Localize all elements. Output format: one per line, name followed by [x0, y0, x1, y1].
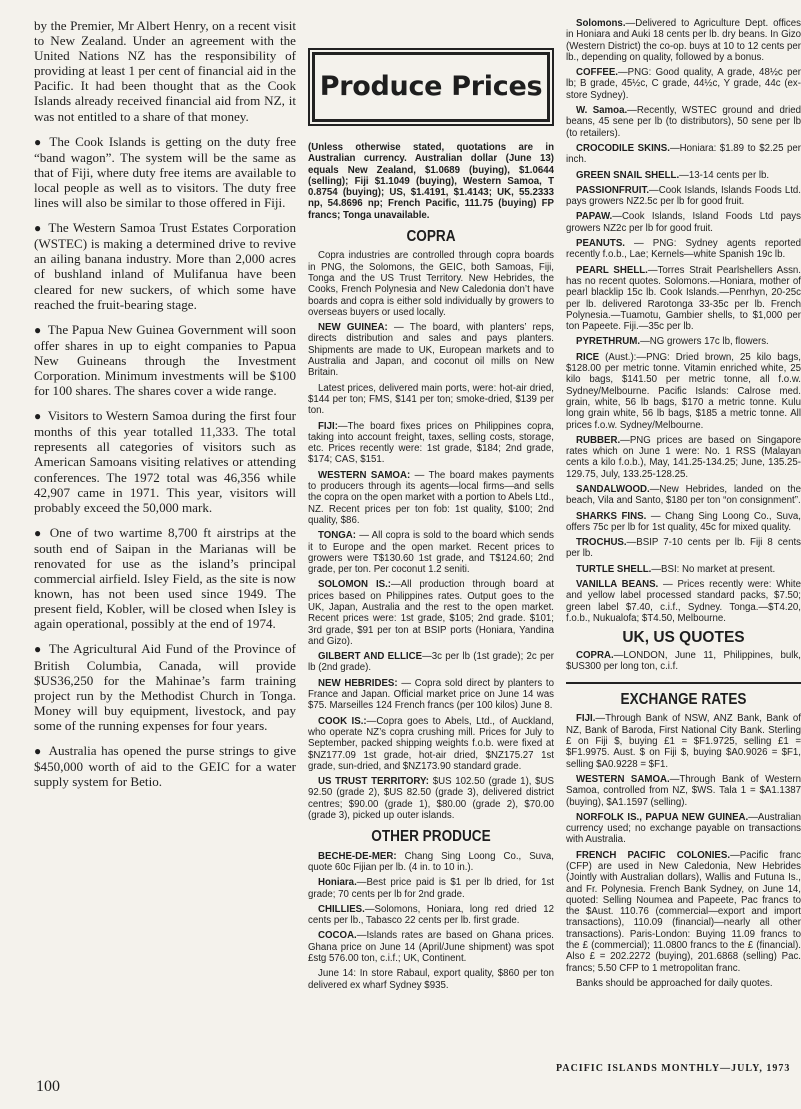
produce-entry-head: TROCHUS. — [576, 537, 627, 549]
copra-entry — [308, 322, 554, 378]
other-produce-entry-head: BECHE-DE-MER: — [318, 850, 397, 862]
exchange-rates-entries — [566, 713, 801, 989]
produce-entry — [566, 579, 801, 624]
exchange-rate-entry-text: —Through Bank of Western Samoa, controlled from NZ, $WS. Tala 1 = $A1.1387 (buying), $A1.1597 (selling). — [566, 773, 801, 808]
produce-entry-head: Solomons. — [576, 18, 626, 29]
produce-entry-text: —BSIP 7-10 cents per lb. Fiji 8 cents per lb. — [566, 537, 801, 560]
copra-entry-text: $US 102.50 (grade 1), $US 92.50 (grade 2), $US 82.50 (grade 3), delivered district centres; $90.00 (grade 1), $80.00 (grade 2), $70.00 (grade 3), picked up outer islands. — [308, 776, 554, 822]
copra-entry — [308, 250, 554, 318]
produce-entry-head: PAPAW. — [576, 211, 613, 223]
copra-entry — [308, 470, 554, 526]
copra-entry — [308, 776, 554, 821]
produce-entries — [566, 18, 801, 624]
news-paragraph — [34, 525, 296, 632]
produce-entry-head: PASSIONFRUIT. — [576, 184, 650, 196]
exchange-rate-entry — [566, 978, 801, 989]
produce-entry-text: —13-14 cents per lb. — [679, 169, 770, 181]
other-produce-entry-head: Honiara. — [318, 877, 357, 889]
copra-entry-head: SOLOMON IS.: — [318, 579, 392, 591]
uk-us-quotes-heading: UK, US QUOTES — [622, 629, 745, 647]
produce-entry-head: PEANUTS. — [576, 238, 625, 250]
produce-entry-head: PEARL SHELL. — [576, 264, 648, 276]
news-paragraph — [34, 134, 296, 210]
produce-entry-text: —PNG: Good quality, A grade, 48½c per lb; B grade, 45½c, C grade, 44½c, Y grade, 44c (ex-store Sydney). — [566, 67, 801, 101]
page-number: 100 — [36, 1078, 60, 1095]
produce-entry-head: CROCODILE SKINS. — [576, 142, 670, 154]
other-produce-entry-text: Chang Sing Loong Co., Suva, quote 60c Fijian per lb. (4 in. to 10 in.). — [308, 850, 554, 873]
exchange-rate-entry-head: NORFOLK IS., PAPUA NEW GUINEA. — [576, 811, 749, 823]
copra-entry-text: —Copra goes to Abels, Ltd., of Auckland, who operate NZ’s copra crushing mill. Prices for July to September, packed shipping weights f.o.b. were fixed at $NZ177.09 1st grade, hot-air dried, $NZ175.27 1st grade, sun-dried, and $NZ173.90 standard grade. — [308, 715, 555, 772]
uk-us-quotes-entries — [566, 650, 801, 673]
exchange-rate-entry-text: —Pacific franc (CFP) are used in New Caledonia, New Hebrides (Jointly with Australian dollars), Wallis and Futuna Is., and Fr. Polynesia. French Bank Sydney, on June 14, quoted: Selling Noumea and Papeete, Pac francs to the $Aust. 110.76 (commercial—export and import transactions), 110.09 (financial)—nearly all other transactions). Paris-London: Buying 11.09 francs to the £ (commercial); 11.0800 francs to the £ (financial). Also £ = 202.2272 (buying), 201.6868 (selling) Pac. francs; 5.50 CFP to 1 metropolitan franc. — [566, 849, 801, 974]
news-column — [34, 18, 296, 797]
produce-entry-text: — Prices recently were: White and yellow label processed standard packs, $7.50; green label $7.40, c.i.f., Sydney. Tonga.—$T4.20, f.o.b., Nukualofa; $T4.50, Melbourne. — [566, 579, 801, 624]
exchange-rate-entry — [566, 774, 801, 808]
produce-entry-text: —PNG prices are based on Singapore rates which on June 1 were: No. 1 RSS (Malayan cents a kilo f.o.b.), May, 141.25-134.25; June, 135.25-129.75, July, 133.25-128.25. — [566, 434, 801, 480]
news-paragraph — [34, 641, 296, 733]
produce-entry — [566, 511, 801, 534]
copra-entry — [308, 579, 554, 647]
other-produce-entry — [308, 904, 554, 927]
produce-entry-text: —Recently, WSTEC ground and dried beans, 45 sene per lb (to distributors), 50 sene per lb (to retailers). — [566, 105, 801, 139]
produce-entry-head: COFFEE. — [576, 67, 618, 79]
produce-entry-text: —Cook Islands, Islands Foods Ltd. pays growers NZ2.5c per lb for good fruit. — [566, 184, 801, 208]
other-produce-entry-text: —Best price paid is $1 per lb dried, for 1st grade; 70 cents per lb for 2nd grade. — [308, 877, 554, 900]
produce-entry-head: RUBBER. — [576, 434, 621, 446]
produce-entry — [566, 484, 801, 507]
produce-entry-head: GREEN SNAIL SHELL. — [576, 169, 680, 181]
copra-entry-head: WESTERN SAMOA: — [318, 469, 411, 481]
bullet-icon: ● — [34, 525, 44, 540]
produce-entry-text: — PNG: Sydney agents reported recently f.o.b., Lae; Kernels—white Spanish 19c lb. — [566, 238, 801, 261]
produce-entry — [566, 18, 801, 63]
news-paragraph-text: The Cook Islands is getting on the duty free “band wagon”. The system will be the same as that of Fiji, where duty free items are available to local people as well as to visitors. The duty free lines will also be similar to those offered in Fiji. — [34, 133, 297, 211]
magazine-footer: PACIFIC ISLANDS MONTHLY—JULY, 1973 — [556, 1063, 791, 1074]
exchange-rate-entry — [566, 713, 801, 769]
produce-entry-head: VANILLA BEANS. — [576, 579, 659, 591]
copra-entry-head: COOK IS.: — [318, 715, 367, 727]
exchange-rate-entry — [566, 850, 801, 974]
copra-entry-text: —All production through board at prices based on Philippines rates. Output goes to the UK, Japan, Australia and the rest to the open market. Recent prices were: 1st grade, $105; 2nd grade. $101; 3rd grade, $91 per ton at BSIP ports (Honiara, Yandina and Gizo). — [308, 579, 554, 647]
news-paragraph — [34, 322, 296, 398]
produce-entry — [566, 211, 801, 234]
other-produce-entry — [308, 851, 554, 874]
copra-entry — [308, 678, 554, 712]
produce-entry-text: —Delivered to Agriculture Dept. offices in Honiara and Auki 18 cents per lb. dry beans. In Gizo (Western District) the co-op. buys at 10 to 12 cents per lb., depending on quality, followed by a bonus. — [566, 18, 801, 63]
produce-entry — [566, 564, 801, 575]
news-paragraph — [34, 743, 296, 789]
produce-prices-column — [308, 18, 554, 995]
produce-entry — [566, 170, 801, 181]
copra-entry-text: — The board makes payments to producers through its agents—local firms—and sells the copra on the open market with a portion to Abels Ltd., NZ. Recent prices per ton fob: 1st quality, $100; 2nd quality, $86. — [308, 469, 554, 526]
copra-entry-head: GILBERT AND ELLICE — [318, 651, 423, 663]
news-paragraph-text: The Agricultural Aid Fund of the Province of British Columbia, Canada, will provide $US36,250 for the Mahinae’s farm training project run by the Methodist Church in Tonga. Money will buy equipment, livestock, and pay some of the running expenses for four years. — [34, 641, 296, 733]
uk-us-quote-entry-head: COPRA. — [576, 649, 614, 661]
produce-entry — [566, 265, 801, 333]
copra-entry — [308, 530, 554, 575]
copra-entry-text: — Copra sold direct by planters to France and Japan. Official market price on June 14 was $75. Marseilles 124 French francs (per 100 kilos) June 8. — [308, 677, 554, 712]
copra-entry — [308, 383, 554, 417]
produce-entry-text: —New Hebrides, landed on the beach, Vila and Santo, $180 per ton “on consignment”. — [566, 483, 801, 507]
uk-us-quote-entry — [566, 650, 801, 673]
produce-entry — [566, 435, 801, 480]
copra-entry-head: US TRUST TERRITORY: — [318, 776, 430, 788]
produce-entry-head: PYRETHRUM. — [576, 336, 641, 348]
exchange-rate-entry-head: FRENCH PACIFIC COLONIES. — [576, 849, 731, 861]
other-produce-entry-text: June 14: In store Rabaul, export quality, $860 per ton delivered ex wharf Sydney $935. — [308, 968, 554, 991]
news-paragraph-text: The Papua New Guinea Government will soon offer shares in up to eight companies to Papua New Guineans through the Investment Corporation. Minimum investments will be $100 for 100 shares. The shares cover a wide range. — [34, 321, 297, 399]
produce-entry — [566, 336, 801, 347]
exchange-rates-heading: EXCHANGE RATES — [620, 691, 747, 709]
copra-entries — [308, 250, 554, 821]
other-produce-entry — [308, 877, 554, 900]
bullet-icon: ● — [34, 134, 44, 149]
exchange-rate-entry-text: Banks should be approached for daily quotes. — [576, 977, 773, 989]
news-paragraph — [34, 408, 296, 515]
bullet-icon: ● — [34, 744, 43, 759]
produce-entry-head: TURTLE SHELL. — [576, 563, 652, 575]
produce-entry-head: W. Samoa. — [576, 105, 628, 117]
copra-entry-text: — All copra is sold to the board which sends it to Europe and the open market. Recent prices to growers were T$130.60 1st grade, and T$124.60; 2nd grade, per ton. Per coconut 1.2 seniti. — [308, 530, 554, 576]
produce-entry-text: —NG growers 17c lb, flowers. — [640, 336, 769, 348]
bullet-icon: ● — [34, 409, 42, 424]
copra-entry-head: FIJI: — [318, 420, 338, 432]
exchange-rate-entry-head: WESTERN SAMOA. — [576, 773, 670, 785]
copra-entry-head: NEW GUINEA: — [318, 322, 388, 334]
news-paragraph-text: One of two wartime 8,700 ft airstrips at the south end of Saipan in the Marianas will be renovated for use as the island’s principal commercial airfield. Isley Field, as the site is now known, has not been used since 1949. The present field, Kobler, will be closed when Isley is again operational, possibly at the end of 1974. — [34, 524, 296, 632]
produce-entry-head: SANDALWOOD. — [576, 483, 650, 495]
produce-entry-text: —Cook Islands, Island Foods Ltd pays growers NZ2c per lb for good fruit. — [566, 211, 801, 234]
other-produce-entry-text: —Solomons, Honiara, long red dried 12 cents per lb., Tabasco 22 cents per lb. first grade. — [308, 903, 554, 927]
exchange-rate-entry-text: —Australian currency used; no exchange payable on transactions with Australia. — [566, 811, 801, 846]
other-produce-entries — [308, 851, 554, 991]
other-produce-entry-head: CHILLIES. — [318, 903, 365, 915]
other-produce-entry — [308, 968, 554, 991]
produce-entry — [566, 143, 801, 166]
bullet-icon: ● — [34, 322, 42, 337]
produce-entry — [566, 67, 801, 101]
news-paragraph — [34, 18, 296, 124]
other-produce-heading: OTHER PRODUCE — [371, 828, 491, 846]
news-paragraph — [34, 220, 296, 312]
produce-entry-text: — Chang Sing Loong Co., Suva, offers 75c per lb for 1st quality, 45c for mixed quality. — [566, 510, 801, 533]
copra-entry-head: NEW HEBRIDES: — [318, 677, 398, 689]
copra-entry — [308, 716, 554, 772]
copra-entry — [308, 421, 554, 466]
produce-entry — [566, 105, 801, 139]
exchange-rate-entry-head: FIJI. — [576, 713, 596, 725]
produce-entry-text: —Torres Strait Pearlshellers Assn. has no recent quotes. Solomons.—Honiara, mother of pearl blacklip 15c lb. Cook Islands.—Penrhyn, 20-25c per lb. delivered Rarotonga 33-35c per lb. French Polynesia.—Tuamotu, Gambier shells, to $1,000 per ton Papeete. Fiji.—35c per lb. — [566, 264, 801, 333]
copra-entry — [308, 651, 554, 674]
produce-prices-box — [308, 48, 554, 126]
news-paragraph-text: Australia has opened the purse strings to give $450,000 worth of aid to the GEIC for a water supply system for Betio. — [34, 743, 297, 790]
produce-entry — [566, 537, 801, 560]
produce-entry-text: —Honiara: $1.89 to $2.25 per inch. — [566, 142, 801, 166]
other-produce-entry-text: —Islands rates are based on Ghana prices. Ghana price on June 14 (April/June shipment) was spot £stg 576.00 ton, c.i.f.; UK, Continent. — [308, 930, 554, 964]
produce-prices-title: Produce Prices — [319, 71, 543, 103]
copra-entry-text: —The board fixes prices on Philippines copra, taking into account freight, taxes, selling costs, storage, etc. Prices recently were: 1st grade, $184; 2nd grade, $174; CAS, $151. — [308, 420, 554, 466]
produce-entry — [566, 185, 801, 208]
section-divider — [566, 682, 801, 684]
produce-entry-text: —BSI: No market at present. — [651, 563, 776, 575]
exchange-rate-entry — [566, 812, 801, 846]
produce-entry-head: SHARKS FINS. — [576, 510, 647, 522]
other-produce-entry — [308, 930, 554, 964]
produce-entry-text: (Aust.):—PNG: Dried brown, 25 kilo bags, $128.00 per metric tonne. Vitamin enriched white, 25 kilo bags, $141.50 per metric tonne, all f.o.w. Sydney/Melbourne. Pacific Islands: Calrose med. grain, white, 56 lb bags, $170 a metric tonne. Kulu long grain white, 56 lb bags, $185 a metric tonne. All prices f.o.w. Sydney/Melbourne. — [566, 351, 801, 431]
bullet-icon: ● — [34, 642, 43, 657]
uk-us-quote-entry-text: —LONDON, June 11, Philippines, bulk, $US300 per long ton, c.i.f. — [566, 649, 801, 672]
copra-entry-text: Copra industries are controlled through copra boards in PNG, the Solomons, the GEIC, both Samoas, Fiji, Tonga and the US Trust Territory. New Hebrides, the Cooks, French Polynesia and New Caledonia don’t have boards and copra is either sold individually by growers to overseas buyers or used locally. — [308, 250, 554, 318]
copra-entry-text: — The board, with planters’ reps, directs distribution and sales and pays planters. Shipments are made to UK, European markets and to Australia and Japan, and coconut oil mills on New Britain. — [308, 322, 554, 379]
news-paragraph-text: The Western Samoa Trust Estates Corporation (WSTEC) is making a determined drive to revive an ailing banana industry. More than 2,000 acres of bushland inland of Mulifanua have been cleared for new suckers, of which some have reached the fruit-bearing stage. — [34, 220, 296, 312]
news-paragraph-text: by the Premier, Mr Albert Henry, on a recent visit to New Zealand. Under an agreement with the United Nations NZ has the responsibility of providing at least 1 per cent of financial aid in the Pacific. It had been thought that as the Cook Islands already received financial aid from NZ, it was not entitled to a share of that money. — [34, 18, 296, 124]
produce-prices-continued-column — [566, 18, 801, 993]
produce-entry — [566, 238, 801, 261]
produce-entry — [566, 352, 801, 431]
other-produce-entry-head: COCOA. — [318, 930, 357, 942]
copra-entry-head: TONGA: — [318, 530, 357, 542]
copra-entry-text: —3c per lb (1st grade); 2c per lb (2nd grade). — [308, 651, 554, 674]
produce-entry-head: RICE — [576, 351, 600, 363]
news-paragraph-text: Visitors to Western Samoa during the first four months of this year totalled 11,333. The total represents all categories of visitors such as American Samoans visiting relatives or attending conferences. The 1972 total was 46,356 while 42,907 came in 1971. This year, visitors will probably exceed the 50,000 mark. — [34, 408, 297, 515]
bullet-icon: ● — [34, 221, 43, 236]
copra-heading: COPRA — [406, 228, 456, 246]
exchange-rate-entry-text: —Through Bank of NSW, ANZ Bank, Bank of NZ, Bank of Baroda, First National City Bank. Sterling £ on Fiji $, buying £1 = $F1.9725, selling £1 = $F1.9975. Aust. $ on Fiji $, buying $A0.9026 = $F1, selling $A0.9228 = $F1. — [566, 713, 801, 770]
currency-note: (Unless otherwise stated, quotations are in Australian currency. Australian dollar (June 13) equals New Zealand, $1.0689 (buying), $1.0644 (selling); Fiji $1.1049 (buying), Western Samoa, T 0.8754 (buying); US, $1.4191, $1.4143; UK, 55.2333 np, 54.8696 np; French Pacific, 111.75 (buying) FP francs; Tonga unavailable. — [308, 142, 554, 221]
copra-entry-text: Latest prices, delivered main ports, were: hot-air dried, $144 per ton; FMS, $141 per ton; smoke-dried, $139 per ton. — [308, 382, 554, 417]
